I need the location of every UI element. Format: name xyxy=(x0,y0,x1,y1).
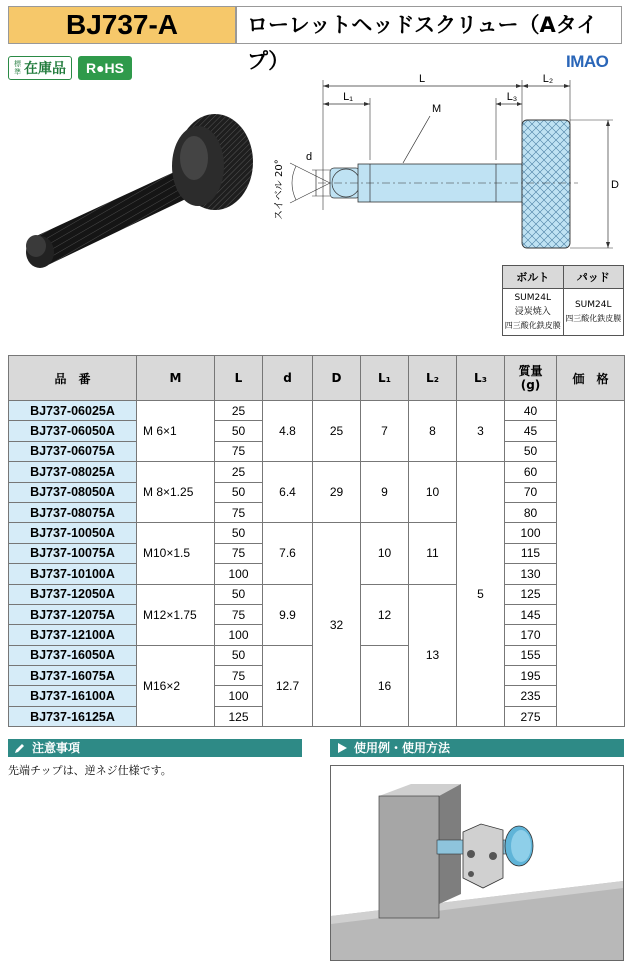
part-number: BJ737-12075A xyxy=(9,604,137,624)
head-diameter: 25 xyxy=(313,401,361,462)
part-number: BJ737-10075A xyxy=(9,543,137,563)
weight: 155 xyxy=(505,645,557,665)
triangle-icon xyxy=(338,743,347,753)
part-number: BJ737-16100A xyxy=(9,686,137,706)
part-number: BJ737-16125A xyxy=(9,706,137,726)
weight: 80 xyxy=(505,502,557,522)
bolt-treatment: 浸炭焼入 xyxy=(514,307,551,317)
stock-badge-small: 標準 xyxy=(14,60,21,76)
rohs-badge: R●HS xyxy=(78,56,132,80)
pad-material: SUM24L xyxy=(574,300,612,310)
part-number: BJ737-08025A xyxy=(9,462,137,482)
weight: 130 xyxy=(505,564,557,584)
notes-title: 注意事項 xyxy=(32,741,81,755)
length: 75 xyxy=(215,543,263,563)
length: 50 xyxy=(215,523,263,543)
part-number: BJ737-08050A xyxy=(9,482,137,502)
length: 100 xyxy=(215,686,263,706)
notes-text: 先端チップは、逆ネジ仕様です。 xyxy=(8,764,172,777)
tip-diameter: 6.4 xyxy=(263,462,313,523)
weight: 125 xyxy=(505,584,557,604)
col-L1: L₁ xyxy=(361,356,409,401)
weight: 235 xyxy=(505,686,557,706)
stock-badge-big: 在庫品 xyxy=(24,61,66,77)
length-L2: 8 xyxy=(409,401,457,462)
usage-illustration xyxy=(331,766,623,960)
table-row xyxy=(9,523,625,543)
length: 75 xyxy=(215,441,263,461)
part-number: BJ737-08075A xyxy=(9,502,137,522)
col-D: D xyxy=(313,356,361,401)
weight: 100 xyxy=(505,523,557,543)
length-L1: 7 xyxy=(361,401,409,462)
material-table xyxy=(502,265,624,336)
weight: 60 xyxy=(505,462,557,482)
thread-size: M 6×1 xyxy=(137,401,215,462)
length: 50 xyxy=(215,482,263,502)
material-bolt xyxy=(503,289,564,336)
length-L1: 12 xyxy=(361,584,409,645)
weight: 50 xyxy=(505,441,557,461)
usage-title: 使用例・使用方法 xyxy=(354,741,451,755)
col-L: L xyxy=(215,356,263,401)
tip-diameter: 9.9 xyxy=(263,584,313,645)
weight: 70 xyxy=(505,482,557,502)
dim-L2-label: L₂ xyxy=(542,73,554,85)
part-number: BJ737-16050A xyxy=(9,645,137,665)
length-L2: 10 xyxy=(409,462,457,523)
length: 50 xyxy=(215,584,263,604)
material-header-pad: パッド xyxy=(563,266,624,289)
length: 25 xyxy=(215,401,263,421)
weight: 195 xyxy=(505,666,557,686)
thread-size: M10×1.5 xyxy=(137,523,215,584)
material-header-bolt: ボルト xyxy=(503,266,564,289)
part-number: BJ737-06075A xyxy=(9,441,137,461)
length: 75 xyxy=(215,502,263,522)
weight: 275 xyxy=(505,706,557,726)
length: 75 xyxy=(215,666,263,686)
col-L3: L₃ xyxy=(457,356,505,401)
pad-coating: 四三酸化鉄皮膜 xyxy=(565,314,622,323)
pencil-icon xyxy=(14,742,26,754)
thread-size: M12×1.75 xyxy=(137,584,215,645)
length-L1: 9 xyxy=(361,462,409,523)
product-photo xyxy=(10,100,270,280)
notes-title-bar xyxy=(8,739,302,757)
imao-logo: IMAO xyxy=(566,52,609,71)
length-L1: 10 xyxy=(361,523,409,584)
length-L2: 11 xyxy=(409,523,457,584)
col-d: d xyxy=(263,356,313,401)
length: 100 xyxy=(215,625,263,645)
length: 50 xyxy=(215,645,263,665)
length: 75 xyxy=(215,604,263,624)
dim-d-label: d xyxy=(306,151,313,163)
part-number: BJ737-06025A xyxy=(9,401,137,421)
thread-size: M16×2 xyxy=(137,645,215,727)
thread-size: M 8×1.25 xyxy=(137,462,215,523)
product-code: BJ737-A xyxy=(8,6,236,44)
length-L3: 5 xyxy=(457,462,505,727)
dim-L1-label: L₁ xyxy=(343,91,353,103)
col-part-number: 品 番 xyxy=(9,356,137,401)
col-M: M xyxy=(137,356,215,401)
part-number: BJ737-12100A xyxy=(9,625,137,645)
part-number: BJ737-06050A xyxy=(9,421,137,441)
bolt-material: SUM24L xyxy=(514,293,552,303)
length: 100 xyxy=(215,564,263,584)
standard-stock-badge xyxy=(8,56,72,80)
dim-D-label: D xyxy=(611,179,619,191)
length-L1: 16 xyxy=(361,645,409,727)
col-price: 価 格 xyxy=(557,356,625,401)
part-number: BJ737-10100A xyxy=(9,564,137,584)
price-cell xyxy=(557,401,625,727)
tip-diameter: 4.8 xyxy=(263,401,313,462)
weight: 115 xyxy=(505,543,557,563)
dimension-drawing xyxy=(268,60,628,260)
weight: 40 xyxy=(505,401,557,421)
weight: 45 xyxy=(505,421,557,441)
length-L2: 13 xyxy=(409,584,457,727)
usage-example-box xyxy=(330,765,624,961)
col-L2: L₂ xyxy=(409,356,457,401)
length-L3: 3 xyxy=(457,401,505,462)
material-pad xyxy=(563,289,624,336)
head-diameter: 32 xyxy=(313,523,361,727)
length: 50 xyxy=(215,421,263,441)
length: 25 xyxy=(215,462,263,482)
table-row xyxy=(9,401,625,421)
tip-diameter: 12.7 xyxy=(263,645,313,727)
weight: 170 xyxy=(505,625,557,645)
table-row xyxy=(9,462,625,482)
weight: 145 xyxy=(505,604,557,624)
usage-title-bar xyxy=(330,739,624,757)
part-number: BJ737-16075A xyxy=(9,666,137,686)
spec-table xyxy=(8,355,625,727)
tip-diameter: 7.6 xyxy=(263,523,313,584)
head-diameter: 29 xyxy=(313,462,361,523)
col-weight: 質量 (g) xyxy=(505,356,557,401)
swivel-angle-label: スイベル 20° xyxy=(274,159,285,220)
part-number: BJ737-10050A xyxy=(9,523,137,543)
dim-M-label: M xyxy=(432,103,442,115)
bolt-coating: 四三酸化鉄皮膜 xyxy=(504,321,561,330)
dim-L-label: L xyxy=(418,73,426,85)
part-number: BJ737-12050A xyxy=(9,584,137,604)
dim-L3-label: L₃ xyxy=(506,91,518,103)
length: 125 xyxy=(215,706,263,726)
product-name: ローレットヘッドスクリュー（Aタイプ） xyxy=(236,6,622,44)
